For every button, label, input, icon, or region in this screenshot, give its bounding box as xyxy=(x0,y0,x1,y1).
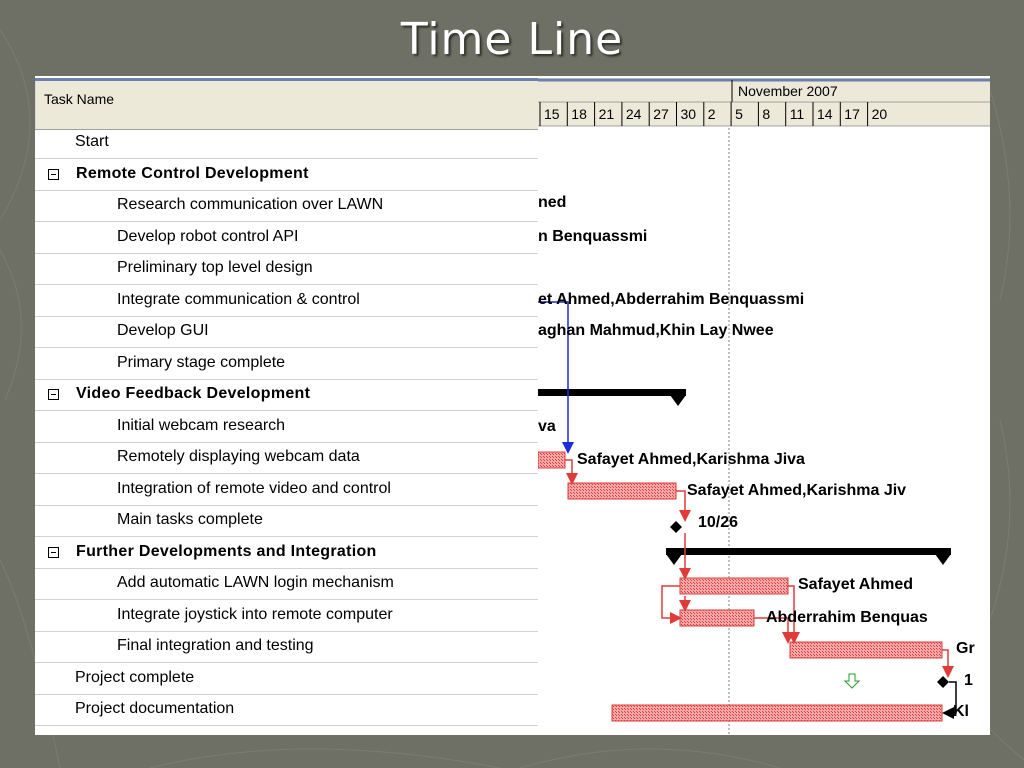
gantt-chart-view xyxy=(35,76,990,735)
task-name-cell: Integrate communication & control xyxy=(117,290,360,308)
task-name-cell: Video Feedback Development xyxy=(76,385,311,402)
label-row17: 1 xyxy=(964,672,973,689)
task-name-cell: Integrate joystick into remote computer xyxy=(117,605,393,623)
task-row[interactable] xyxy=(35,254,538,285)
bar-add-login[interactable] xyxy=(680,578,788,594)
collapse-icon[interactable] xyxy=(48,169,59,180)
task-name-cell: Integration of remote video and control xyxy=(117,479,391,497)
day-label: 20 xyxy=(871,106,888,122)
task-row[interactable] xyxy=(35,223,538,254)
month-label: November 2007 xyxy=(738,83,838,99)
task-name-cell: Final integration and testing xyxy=(117,637,314,654)
label-row16: Gr xyxy=(956,640,975,657)
task-row[interactable] xyxy=(35,506,538,537)
task-name-cell: Develop GUI xyxy=(117,322,209,339)
label-row14: Safayet Ahmed xyxy=(798,576,913,593)
collapse-icon[interactable] xyxy=(48,547,59,558)
task-name-cell: Project complete xyxy=(75,668,195,686)
task-name-cell: Start xyxy=(75,133,109,150)
gantt-timeline xyxy=(538,76,990,735)
task-row[interactable] xyxy=(35,569,538,600)
label-row15: Abderrahim Benquas xyxy=(766,609,928,626)
task-row[interactable] xyxy=(35,349,538,380)
bar-documentation[interactable] xyxy=(612,705,942,721)
bar-integrate-joystick[interactable] xyxy=(680,610,754,626)
collapse-icon[interactable] xyxy=(48,389,59,400)
gantt-svg xyxy=(538,76,990,735)
task-name-cell: Project documentation xyxy=(75,700,235,717)
task-name-cell: Develop robot control API xyxy=(117,227,299,245)
task-row[interactable] xyxy=(35,128,538,159)
task-name-cell: Research communication over LAWN xyxy=(117,196,384,213)
label-row3: n Benquassmi xyxy=(538,228,648,245)
task-table xyxy=(35,76,539,735)
day-label: 18 xyxy=(571,106,587,122)
summary-bar-further[interactable] xyxy=(666,548,951,565)
day-label: 14 xyxy=(817,106,833,122)
task-name-cell: Preliminary top level design xyxy=(117,259,313,276)
task-row[interactable] xyxy=(35,664,538,695)
task-name-cell: Initial webcam research xyxy=(117,416,286,434)
task-name-cell: Remote Control Development xyxy=(76,164,309,182)
bar-remotely-displaying[interactable] xyxy=(538,452,565,468)
bar-integration-remote[interactable] xyxy=(568,483,676,499)
label-row12: 10/26 xyxy=(698,514,739,531)
deadline-arrow-icon xyxy=(845,674,859,688)
day-label: 17 xyxy=(844,106,860,122)
day-label: 8 xyxy=(762,106,771,122)
label-row11: Safayet Ahmed,Karishma Jiv xyxy=(687,482,907,499)
bar-final-integration[interactable] xyxy=(790,642,942,658)
day-label: 5 xyxy=(735,106,743,122)
day-label: 21 xyxy=(598,106,615,122)
label-row10: Safayet Ahmed,Karishma Jiva xyxy=(577,451,805,468)
summary-task-row[interactable] xyxy=(35,538,538,569)
task-row[interactable] xyxy=(35,601,538,632)
day-label: 30 xyxy=(680,106,697,122)
label-row9: va xyxy=(538,418,556,435)
task-name-cell: Further Developments and Integration xyxy=(76,542,377,560)
task-name-header-label: Task Name xyxy=(44,91,115,107)
task-name-cell: Remotely displaying webcam data xyxy=(117,448,360,465)
header-edge xyxy=(35,81,36,129)
task-row[interactable] xyxy=(35,443,538,474)
label-row5: et Ahmed,Abderrahim Benquassmi xyxy=(538,291,805,308)
day-label: 11 xyxy=(789,106,805,122)
label-row18: Kl xyxy=(953,703,969,720)
day-label: 24 xyxy=(625,106,642,122)
task-row[interactable] xyxy=(35,191,538,222)
day-label: 2 xyxy=(707,106,716,122)
task-name-header[interactable] xyxy=(35,78,538,130)
summary-task-row[interactable] xyxy=(35,160,538,191)
milestone-project-complete[interactable] xyxy=(937,676,949,688)
task-row[interactable] xyxy=(35,632,538,663)
label-row2: ned xyxy=(538,194,567,211)
milestone-main-tasks[interactable] xyxy=(670,521,682,533)
task-row[interactable] xyxy=(35,695,538,726)
label-row6: aghan Mahmud,Khin Lay Nwee xyxy=(538,322,774,339)
task-name-cell: Main tasks complete xyxy=(117,511,263,528)
day-label: 27 xyxy=(653,106,669,122)
task-row[interactable] xyxy=(35,286,538,317)
summary-task-row[interactable] xyxy=(35,380,538,411)
task-row[interactable] xyxy=(35,475,538,506)
task-name-cell: Add automatic LAWN login mechanism xyxy=(117,574,394,591)
task-row[interactable] xyxy=(35,412,538,443)
task-row[interactable] xyxy=(35,317,538,348)
slide-title: Time Line xyxy=(400,14,624,65)
day-label: 15 xyxy=(544,106,560,122)
summary-bar-video[interactable] xyxy=(538,389,686,406)
task-name-cell: Primary stage complete xyxy=(117,353,286,371)
